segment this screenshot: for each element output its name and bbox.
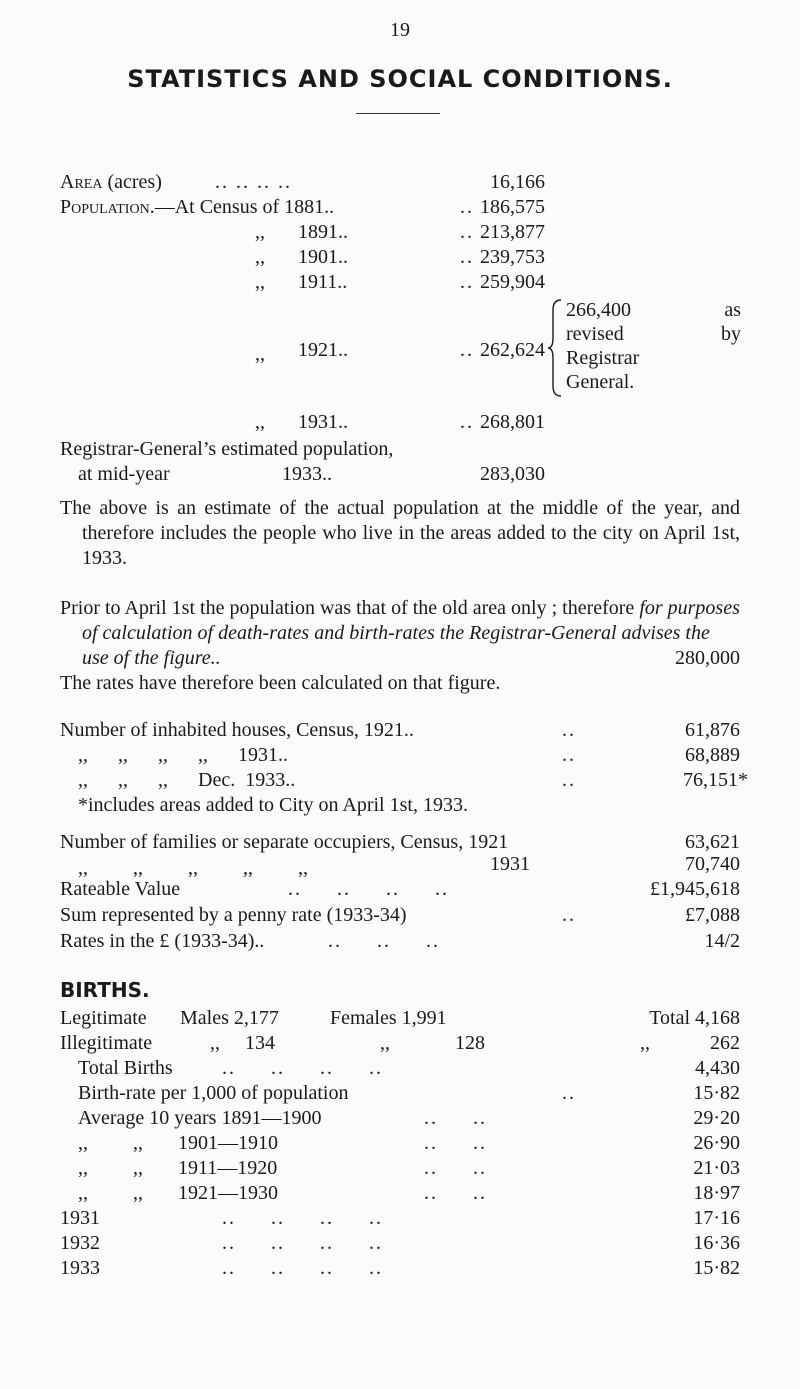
estimate-line-2: at mid-year xyxy=(78,463,170,485)
year-1911: 1911.. xyxy=(298,271,348,293)
total-births-label: Total Births xyxy=(78,1057,173,1079)
average-1911-1920-label: ,, ,, 1911—1920 xyxy=(78,1157,278,1179)
dots-1901: .. xyxy=(460,246,474,268)
houses-row-1931-value: 68,889 xyxy=(685,744,740,766)
houses-row-1931-dots: .. xyxy=(562,744,576,766)
value-1891: 213,877 xyxy=(480,221,545,243)
note-line-3: Registrar xyxy=(566,347,640,369)
note-line-4: General. xyxy=(566,371,635,393)
estimate-value: 283,030 xyxy=(480,463,545,485)
legitimate-label: Legitimate xyxy=(60,1007,147,1029)
year-1933-dots: .. .. .. .. xyxy=(222,1257,383,1279)
year-1933-value: 15·82 xyxy=(693,1257,740,1279)
value-1901: 239,753 xyxy=(480,246,545,268)
rateable-value-dots: .. .. .. .. xyxy=(288,878,449,900)
illegitimate-ditto-2: ,, xyxy=(380,1032,390,1054)
value-1911: 259,904 xyxy=(480,271,545,293)
year-1932-dots: .. .. .. .. xyxy=(222,1232,383,1254)
estimate-year: 1933.. xyxy=(282,463,332,485)
rates-in-pound-value: 14/2 xyxy=(704,930,740,952)
average-1891-1900-dots: .. .. xyxy=(424,1107,487,1129)
illegitimate-ditto-3: ,, xyxy=(640,1032,650,1054)
ditto-1891: ,, xyxy=(255,221,265,243)
ditto-1911: ,, xyxy=(255,271,265,293)
year-1901: 1901.. xyxy=(298,246,348,268)
families-row-1931-dittos: ,, ,, ,, ,, ,, xyxy=(78,857,308,879)
year-1932-value: 16·36 xyxy=(693,1232,740,1254)
rateable-value: £1,945,618 xyxy=(650,878,740,900)
illegitimate-ditto-1: ,, xyxy=(210,1032,220,1054)
average-1911-1920-dots: .. .. xyxy=(424,1157,487,1179)
page-number: 19 xyxy=(390,19,410,41)
paragraph-estimate-note: The above is an estimate of the actual population at the middle of the year, and therefore includes the people who live in the areas added to the city on April 1st, 1933. xyxy=(60,497,740,569)
paragraph-calculation-note: Prior to April 1st the population was that of the old area only ; therefore for purposes of calculation of death-rates and birth-rates the Registrar-General advises the use of the figure.. 280,000 The rates have therefore been calculated on that figure. xyxy=(60,597,740,694)
revision-note xyxy=(566,298,741,394)
note-line-2: revised by xyxy=(566,323,741,345)
houses-row-1931-label: ,, ,, ,, ,, 1931.. xyxy=(78,744,288,766)
illegitimate-label: Illegitimate xyxy=(60,1032,153,1054)
illegitimate-males: 134 xyxy=(245,1032,275,1054)
value-1921: 262,624 xyxy=(480,339,545,361)
illegitimate-total: 262 xyxy=(710,1032,740,1054)
penny-rate-value: £7,088 xyxy=(685,904,740,926)
estimate-line-1: Registrar-General’s estimated population, xyxy=(60,438,394,460)
value-1931: 268,801 xyxy=(480,411,545,433)
houses-row-1921-dots: .. xyxy=(562,719,576,741)
birth-rate-value: 15·82 xyxy=(693,1082,740,1104)
dots-1931: .. xyxy=(460,411,474,433)
area-dots: .. .. .. .. xyxy=(215,171,292,193)
year-1933-label: 1933 xyxy=(60,1257,100,1279)
illegitimate-females: 128 xyxy=(455,1032,485,1054)
families-row-1931-value: 70,740 xyxy=(685,853,740,875)
houses-row-1933-dots: .. xyxy=(562,769,576,791)
births-heading: BIRTHS. xyxy=(60,978,150,1002)
families-row-1921-value: 63,621 xyxy=(685,831,740,853)
average-1891-1900-value: 29·20 xyxy=(693,1107,740,1129)
population-dots-1881: .. xyxy=(460,196,474,218)
families-row-1921-label: Number of families or separate occupiers, Census, 1921 xyxy=(60,831,509,853)
average-1921-1930-dots: .. .. xyxy=(424,1182,487,1204)
area-label: Area (acres) xyxy=(60,171,162,193)
houses-row-1921-label: Number of inhabited houses, Census, 1921.. xyxy=(60,719,414,741)
population-value-1881: 186,575 xyxy=(480,196,545,218)
families-row-1931-year: 1931 xyxy=(490,853,530,875)
year-1931-label: 1931 xyxy=(60,1207,100,1229)
average-1901-1910-label: ,, ,, 1901—1910 xyxy=(78,1132,278,1154)
total-births-dots: .. .. .. .. xyxy=(222,1057,383,1079)
year-1931-dots: .. .. .. .. xyxy=(222,1207,383,1229)
houses-footnote: *includes areas added to City on April 1st, 1933. xyxy=(78,794,468,816)
legitimate-total: Total 4,168 xyxy=(649,1007,740,1029)
birth-rate-label: Birth-rate per 1,000 of population xyxy=(78,1082,349,1104)
note-line-1: 266,400 as xyxy=(566,299,741,321)
rates-in-pound-label: Rates in the £ (1933-34).. xyxy=(60,930,265,952)
penny-rate-dots: .. xyxy=(562,904,576,926)
population-label: Population.—At Census of 1881.. xyxy=(60,196,335,218)
average-1891-1900-label: Average 10 years 1891—1900 xyxy=(78,1107,322,1129)
average-1921-1930-value: 18·97 xyxy=(693,1182,740,1204)
year-1931: 1931.. xyxy=(298,411,348,433)
houses-row-1921-value: 61,876 xyxy=(685,719,740,741)
birth-rate-dots: .. xyxy=(562,1082,576,1104)
penny-rate-label: Sum represented by a penny rate (1933-34) xyxy=(60,904,407,926)
dots-1891: .. xyxy=(460,221,474,243)
year-1921: 1921.. xyxy=(298,339,348,361)
year-1932-label: 1932 xyxy=(60,1232,100,1254)
area-value: 16,166 xyxy=(490,171,545,193)
ditto-1931: ,, xyxy=(255,411,265,433)
houses-row-1933-label: ,, ,, ,, Dec. 1933.. xyxy=(78,769,296,791)
dots-1921: .. xyxy=(460,339,474,361)
average-1901-1910-value: 26·90 xyxy=(693,1132,740,1154)
ditto-1901: ,, xyxy=(255,246,265,268)
note-brace xyxy=(547,298,565,398)
legitimate-females: Females 1,991 xyxy=(330,1007,447,1029)
rateable-value-label: Rateable Value xyxy=(60,878,181,900)
dots-1911: .. xyxy=(460,271,474,293)
rates-in-pound-dots: .. .. .. xyxy=(328,930,440,952)
average-1921-1930-label: ,, ,, 1921—1930 xyxy=(78,1182,278,1204)
year-1891: 1891.. xyxy=(298,221,348,243)
legitimate-males: Males 2,177 xyxy=(180,1007,279,1029)
title-rule xyxy=(356,113,440,114)
total-births-value: 4,430 xyxy=(695,1057,740,1079)
houses-row-1933-value: 76,151* xyxy=(683,769,748,791)
average-1901-1910-dots: .. .. xyxy=(424,1132,487,1154)
ditto-1921: ,, xyxy=(255,343,265,365)
year-1931-value: 17·16 xyxy=(693,1207,740,1229)
average-1911-1920-value: 21·03 xyxy=(693,1157,740,1179)
page-title: STATISTICS AND SOCIAL CONDITIONS. xyxy=(127,65,673,93)
